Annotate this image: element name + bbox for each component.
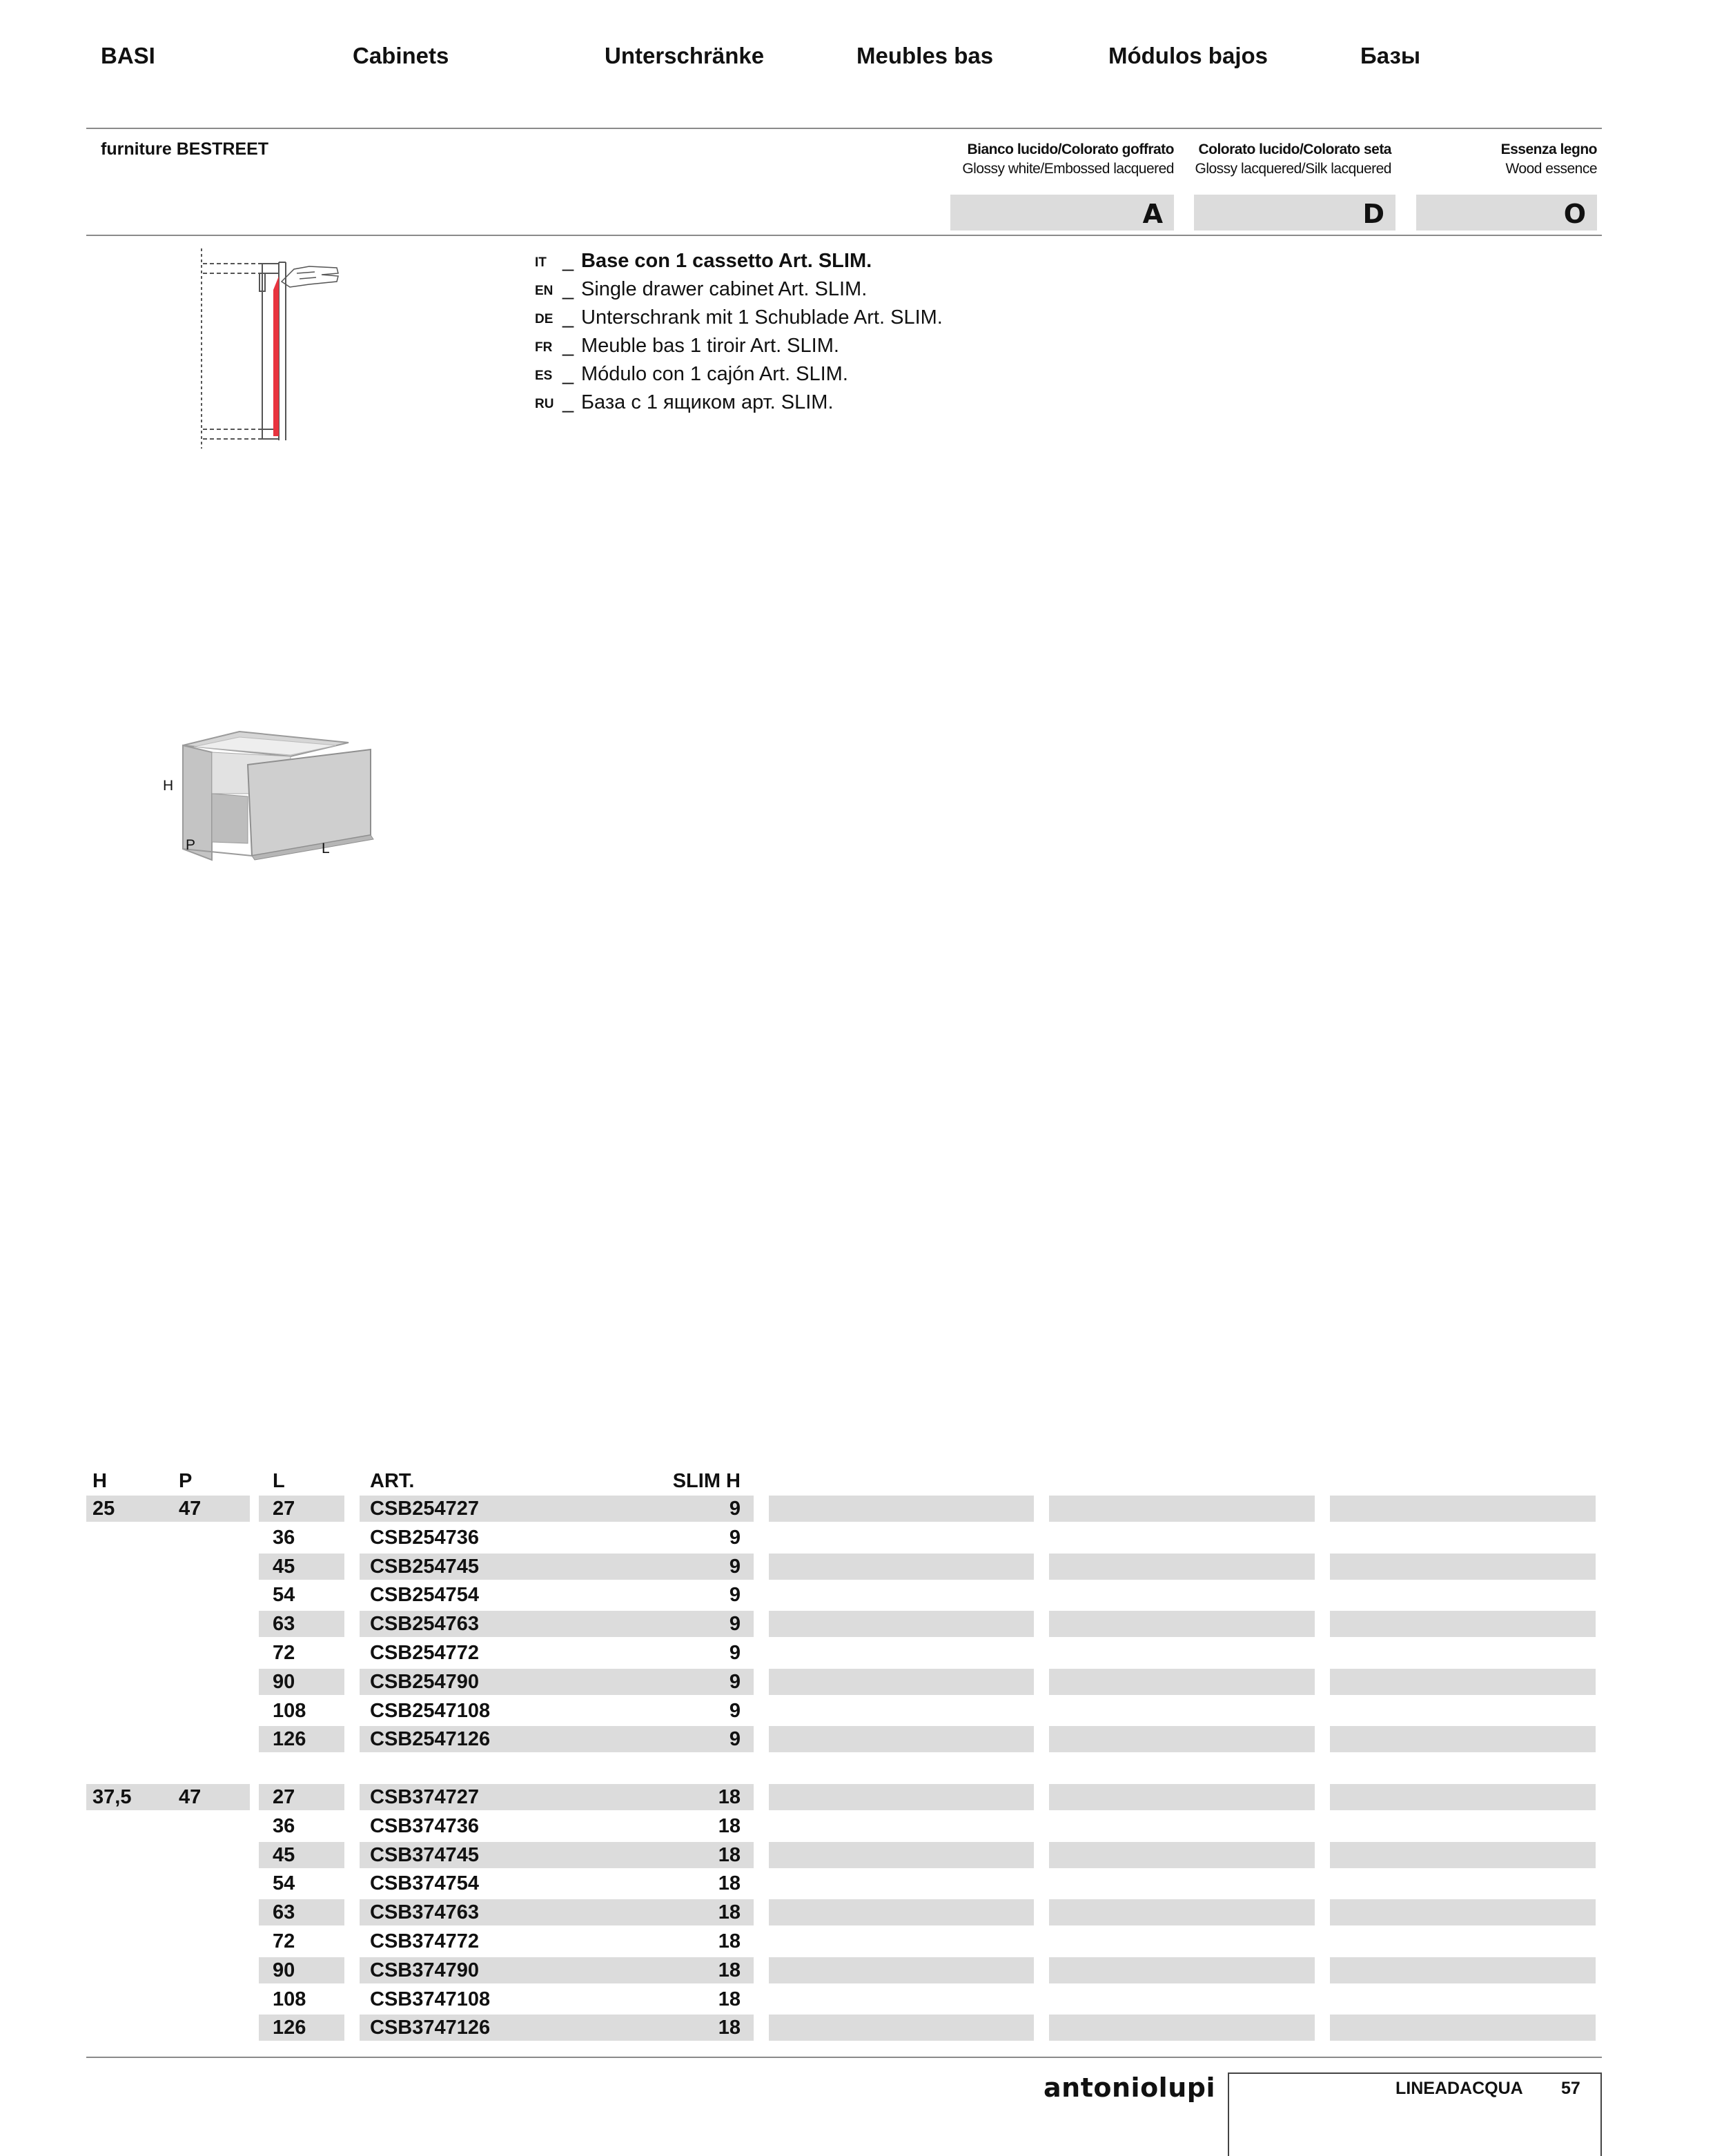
nav-meubles-bas: Meubles bas [856,43,994,68]
row-shade-finish-o [1330,2015,1596,2041]
row-shade-l [259,1899,344,1925]
cell-l: 126 [273,1728,306,1750]
cell-art: CSB3747108 [370,1988,491,2010]
cell-slim-h: 9 [729,1671,741,1693]
cell-l: 90 [273,1671,295,1693]
table-row [0,1928,1724,1954]
cell-art: CSB374763 [370,1901,479,1923]
table-row [0,1957,1724,1983]
cabinet-3d-drawing [176,725,376,870]
row-shade-l [259,1554,344,1580]
row-shade-finish-o [1330,1669,1596,1695]
lang-code: DE [535,312,554,326]
table-row [0,1726,1724,1752]
cell-art: CSB254727 [370,1498,479,1520]
table-row [0,1813,1724,1839]
row-shade-finish-a [769,1669,1034,1695]
row-shade-finish-a [769,1496,1034,1522]
cell-slim-h: 9 [729,1642,741,1664]
cell-art: CSB254745 [370,1556,479,1578]
dim-p-label: P [186,837,196,853]
cell-l: 126 [273,2017,306,2039]
cell-p: 47 [179,1786,202,1808]
collection-name: LINEADACQUA [1395,2079,1523,2098]
nav-unterschraenke: Unterschränke [605,43,765,68]
finish-a-box [950,195,1174,231]
cell-art: CSB374727 [370,1786,479,1808]
table-row [0,1525,1724,1551]
table-row [0,1496,1724,1522]
cell-l: 72 [273,1930,295,1952]
row-shade-finish-a [769,1784,1034,1810]
cell-l: 54 [273,1872,295,1894]
cell-slim-h: 9 [729,1728,741,1750]
row-shade-finish-d [1049,1899,1315,1925]
table-row [0,1899,1724,1925]
header-nav [0,43,1724,70]
table-row [0,1554,1724,1580]
table-row [0,1698,1724,1724]
lang-code: FR [535,340,553,355]
footer-divider [86,2057,1602,2058]
row-shade-l [259,1669,344,1695]
row-shade-finish-d [1049,1554,1315,1580]
row-shade-finish-a [769,1554,1034,1580]
cell-l: 27 [273,1498,295,1520]
col-header-art: ART. [370,1470,415,1492]
description-text: Meuble bas 1 tiroir Art. SLIM. [581,335,839,357]
cell-p: 47 [179,1498,202,1520]
row-shade-finish-a [769,1899,1034,1925]
description-text: Módulo con 1 cajón Art. SLIM. [581,363,848,385]
cell-art: CSB374745 [370,1844,479,1866]
cell-l: 54 [273,1584,295,1606]
description-text: Single drawer cabinet Art. SLIM. [581,278,868,300]
finish-o-title: Essenza legno [1500,141,1597,157]
row-shade-finish-a [769,1842,1034,1868]
cell-slim-h: 18 [718,1901,741,1923]
table-row [0,1640,1724,1666]
finish-a-title: Bianco lucido/Colorato goffrato [967,141,1174,157]
cell-art: CSB254763 [370,1613,479,1635]
cell-slim-h: 18 [718,1872,741,1894]
lang-code: IT [535,255,547,270]
row-shade-finish-o [1330,1842,1596,1868]
header-divider [86,128,1602,129]
finish-d-code: D [1362,199,1384,229]
cell-l: 108 [273,1988,306,2010]
cell-l: 36 [273,1815,295,1837]
row-shade-l [259,1611,344,1637]
row-shade-l [259,1842,344,1868]
table-row [0,2015,1724,2041]
description-text: Unterschrank mit 1 Schublade Art. SLIM. [581,306,943,329]
description-text: Base con 1 cassetto Art. SLIM. [581,250,872,272]
cell-art: CSB254754 [370,1584,479,1606]
brand-logo: antoniolupi [1044,2072,1215,2103]
cell-art: CSB374736 [370,1815,479,1837]
finish-o-subtitle: Wood essence [1505,161,1597,177]
cell-slim-h: 9 [729,1584,741,1606]
col-header-p: P [179,1470,193,1492]
cell-art: CSB254790 [370,1671,479,1693]
cell-slim-h: 9 [729,1498,741,1520]
table-row [0,1611,1724,1637]
cell-l: 72 [273,1642,295,1664]
row-shade-finish-d [1049,1669,1315,1695]
lang-code: EN [535,284,554,298]
dim-l-label: L [322,841,330,856]
nav-bazy: Базы [1360,43,1421,68]
cell-slim-h: 9 [729,1527,741,1549]
row-shade-finish-d [1049,2015,1315,2041]
nav-modulos-bajos: Módulos bajos [1108,43,1268,68]
cell-slim-h: 18 [718,1844,741,1866]
cell-art: CSB254736 [370,1527,479,1549]
cell-art: CSB3747126 [370,2017,491,2039]
lang-code: RU [535,397,554,411]
row-shade-finish-d [1049,1784,1315,1810]
cell-slim-h: 18 [718,2017,741,2039]
nav-cabinets: Cabinets [353,43,449,68]
cell-art: CSB2547126 [370,1728,491,1750]
series-label: furniture BESTREET [101,139,269,159]
finish-divider [86,235,1602,236]
cell-art: CSB254772 [370,1642,479,1664]
row-shade-finish-o [1330,1611,1596,1637]
cell-l: 27 [273,1786,295,1808]
cell-art: CSB374772 [370,1930,479,1952]
finish-d-box [1194,195,1395,231]
row-shade-l [259,1957,344,1983]
cell-l: 36 [273,1527,295,1549]
row-shade-finish-a [769,1957,1034,1983]
col-header-l: L [273,1470,285,1492]
row-shade-finish-o [1330,1784,1596,1810]
finish-o-code: O [1563,199,1586,229]
cell-h: 25 [92,1498,115,1520]
table-row [0,1842,1724,1868]
table-row [0,1582,1724,1608]
table-row [0,1870,1724,1897]
finish-o-box [1416,195,1597,231]
row-shade-finish-a [769,1611,1034,1637]
row-shade-finish-d [1049,1496,1315,1522]
row-shade-finish-d [1049,1611,1315,1637]
cell-l: 63 [273,1901,295,1923]
row-shade-finish-d [1049,1842,1315,1868]
cell-slim-h: 9 [729,1556,741,1578]
finish-a-code: A [1142,199,1163,229]
lang-code: ES [535,369,553,383]
row-shade-finish-o [1330,1496,1596,1522]
cell-slim-h: 9 [729,1613,741,1635]
row-shade-finish-o [1330,1726,1596,1752]
cell-slim-h: 18 [718,1988,741,2010]
cell-h: 37,5 [92,1786,132,1808]
finish-a-subtitle: Glossy white/Embossed lacquered [962,161,1174,177]
cell-l: 45 [273,1844,295,1866]
cell-art: CSB374790 [370,1959,479,1981]
row-shade-l [259,1496,344,1522]
finish-d-title: Colorato lucido/Colorato seta [1198,141,1391,157]
description-text: База с 1 ящиком арт. SLIM. [581,391,834,413]
row-shade-finish-o [1330,1957,1596,1983]
cell-l: 63 [273,1613,295,1635]
table-row [0,1784,1724,1810]
row-shade-finish-d [1049,1957,1315,1983]
dim-h-label: H [163,778,174,794]
cell-slim-h: 9 [729,1700,741,1722]
cell-slim-h: 18 [718,1930,741,1952]
cell-l: 108 [273,1700,306,1722]
hand-icon [282,266,338,287]
finish-d-subtitle: Glossy lacquered/Silk lacquered [1195,161,1391,177]
cell-l: 45 [273,1556,295,1578]
cell-art: CSB374754 [370,1872,479,1894]
row-shade-finish-o [1330,1899,1596,1925]
cabinet-profile-drawing [193,248,352,452]
cell-art: CSB2547108 [370,1700,491,1722]
cell-l: 90 [273,1959,295,1981]
drawer-front-highlight [273,276,279,436]
page-number: 57 [1561,2079,1580,2098]
table-row [0,1986,1724,2012]
row-shade-finish-a [769,2015,1034,2041]
cell-slim-h: 18 [718,1959,741,1981]
cell-slim-h: 18 [718,1786,741,1808]
row-shade-finish-d [1049,1726,1315,1752]
col-header-h: H [92,1470,107,1492]
table-row [0,1669,1724,1695]
row-shade-finish-o [1330,1554,1596,1580]
row-shade-l [259,1784,344,1810]
nav-basi: BASI [101,43,155,68]
row-shade-finish-a [769,1726,1034,1752]
col-header-slim-h: SLIM H [672,1470,741,1492]
cell-slim-h: 18 [718,1815,741,1837]
